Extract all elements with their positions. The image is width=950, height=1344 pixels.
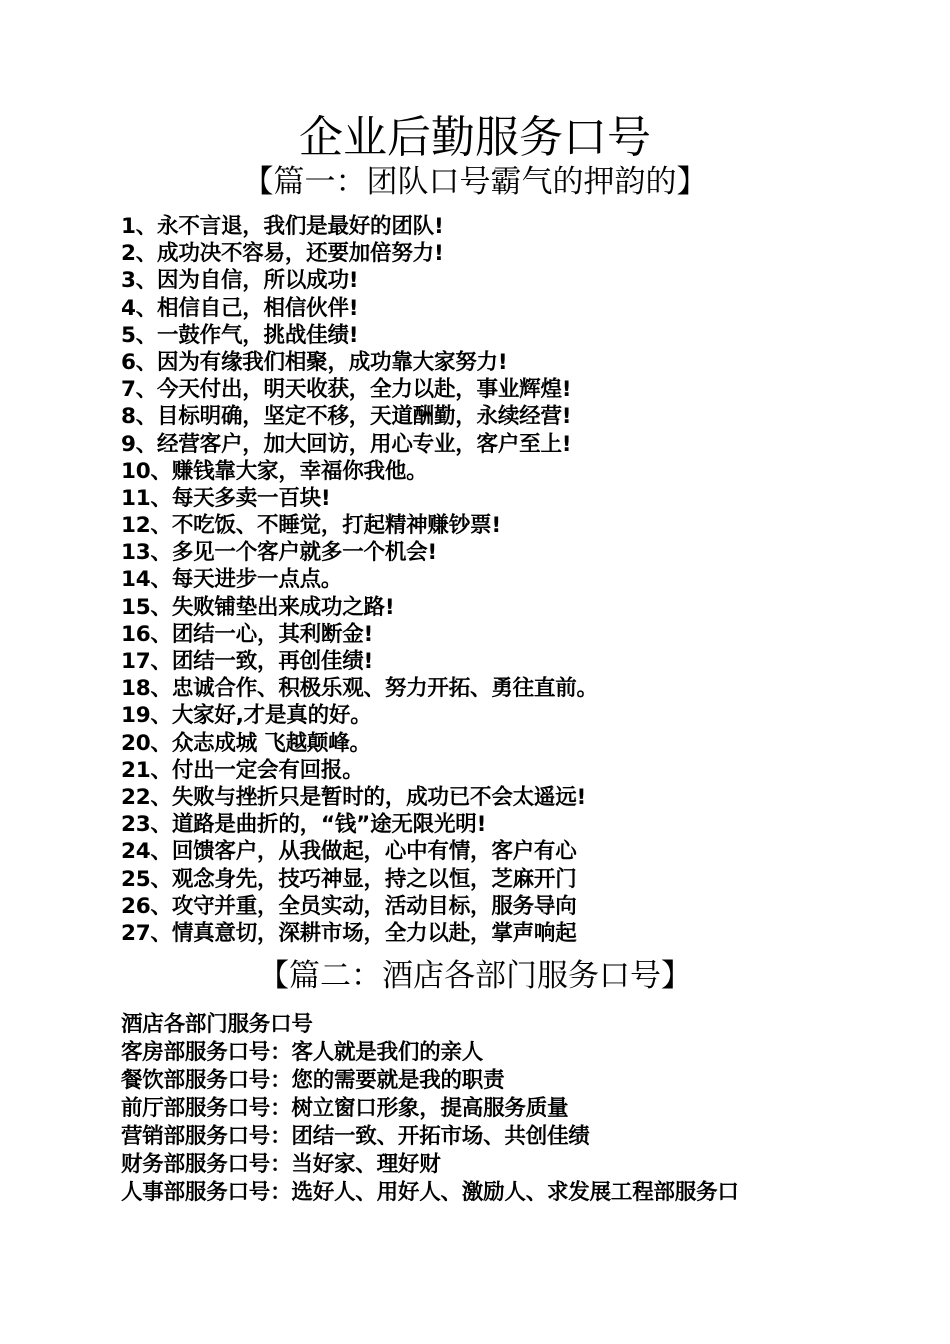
slogan-item: 16、团结一心，其利断金! <box>121 621 374 647</box>
dept-slogan-line: 营销部服务口号：团结一致、开拓市场、共创佳绩 <box>121 1124 590 1149</box>
slogan-item: 5、一鼓作气，挑战佳绩! <box>121 322 359 348</box>
section-heading-2: 【篇二：酒店各部门服务口号】 <box>258 958 692 994</box>
slogan-item: 26、攻守并重，全员实动，活动目标，服务导向 <box>121 893 577 919</box>
document-title: 企业后勤服务口号 <box>299 112 651 163</box>
slogan-item: 7、今天付出，明天收获，全力以赴，事业辉煌! <box>121 377 572 403</box>
slogan-item: 19、大家好,才是真的好。 <box>121 703 372 729</box>
slogan-item: 17、团结一致，再创佳绩! <box>121 649 374 674</box>
department-slogans <box>121 1011 739 1207</box>
slogan-item: 27、情真意切，深耕市场，全力以赴，掌声响起 <box>121 920 577 946</box>
slogan-item: 9、经营客户，加大回访，用心专业，客户至上! <box>121 431 572 457</box>
dept-slogan-line: 前厅部服务口号：树立窗口形象，提高服务质量 <box>121 1096 569 1121</box>
slogan-item: 18、忠诚合作、积极乐观、努力开拓、勇往直前。 <box>121 676 598 702</box>
slogan-item: 1、永不言退，我们是最好的团队! <box>121 214 444 239</box>
slogan-item: 11、每天多卖一百块! <box>121 485 331 511</box>
slogan-item: 21、付出一定会有回报。 <box>121 757 364 783</box>
slogan-item: 12、不吃饭、不睡觉，打起精神赚钞票! <box>121 513 501 539</box>
slogan-item: 4、相信自己，相信伙伴! <box>121 295 359 321</box>
slogan-item: 2、成功决不容易，还要加倍努力! <box>121 241 444 267</box>
section-heading-1: 【篇一：团队口号霸气的押韵的】 <box>242 164 708 200</box>
slogan-item: 10、赚钱靠大家，幸福你我他。 <box>121 458 428 484</box>
slogan-item: 14、每天进步一点点。 <box>121 567 343 593</box>
slogan-list <box>121 213 598 947</box>
slogan-item: 22、失败与挫折只是暂时的，成功已不会太遥远! <box>121 784 587 810</box>
dept-slogan-line: 财务部服务口号：当好家、理好财 <box>121 1152 441 1177</box>
slogan-item: 24、回馈客户，从我做起，心中有情，客户有心 <box>121 839 577 865</box>
slogan-item: 20、众志成城 飞越颠峰。 <box>121 730 371 756</box>
dept-slogan-line: 餐饮部服务口号：您的需要就是我的职责 <box>121 1068 505 1093</box>
dept-slogan-line: 人事部服务口号：选好人、用好人、激励人、求发展工程部服务口 <box>121 1180 739 1205</box>
slogan-item: 25、观念身先，技巧神显，持之以恒，芝麻开门 <box>121 866 577 892</box>
dept-slogan-line: 客房部服务口号：客人就是我们的亲人 <box>121 1040 484 1065</box>
slogan-item: 6、因为有缘我们相聚，成功靠大家努力! <box>121 349 508 375</box>
slogan-item: 13、多见一个客户就多一个机会! <box>121 540 438 566</box>
slogan-item: 23、道路是曲折的，“钱”途无限光明! <box>121 812 487 838</box>
dept-slogans-title: 酒店各部门服务口号 <box>121 1012 313 1037</box>
slogan-item: 15、失败铺垫出来成功之路! <box>121 594 395 620</box>
slogan-item: 3、因为自信，所以成功! <box>121 268 359 294</box>
slogan-item: 8、目标明确，坚定不移，天道酬勤，永续经营! <box>121 404 572 430</box>
